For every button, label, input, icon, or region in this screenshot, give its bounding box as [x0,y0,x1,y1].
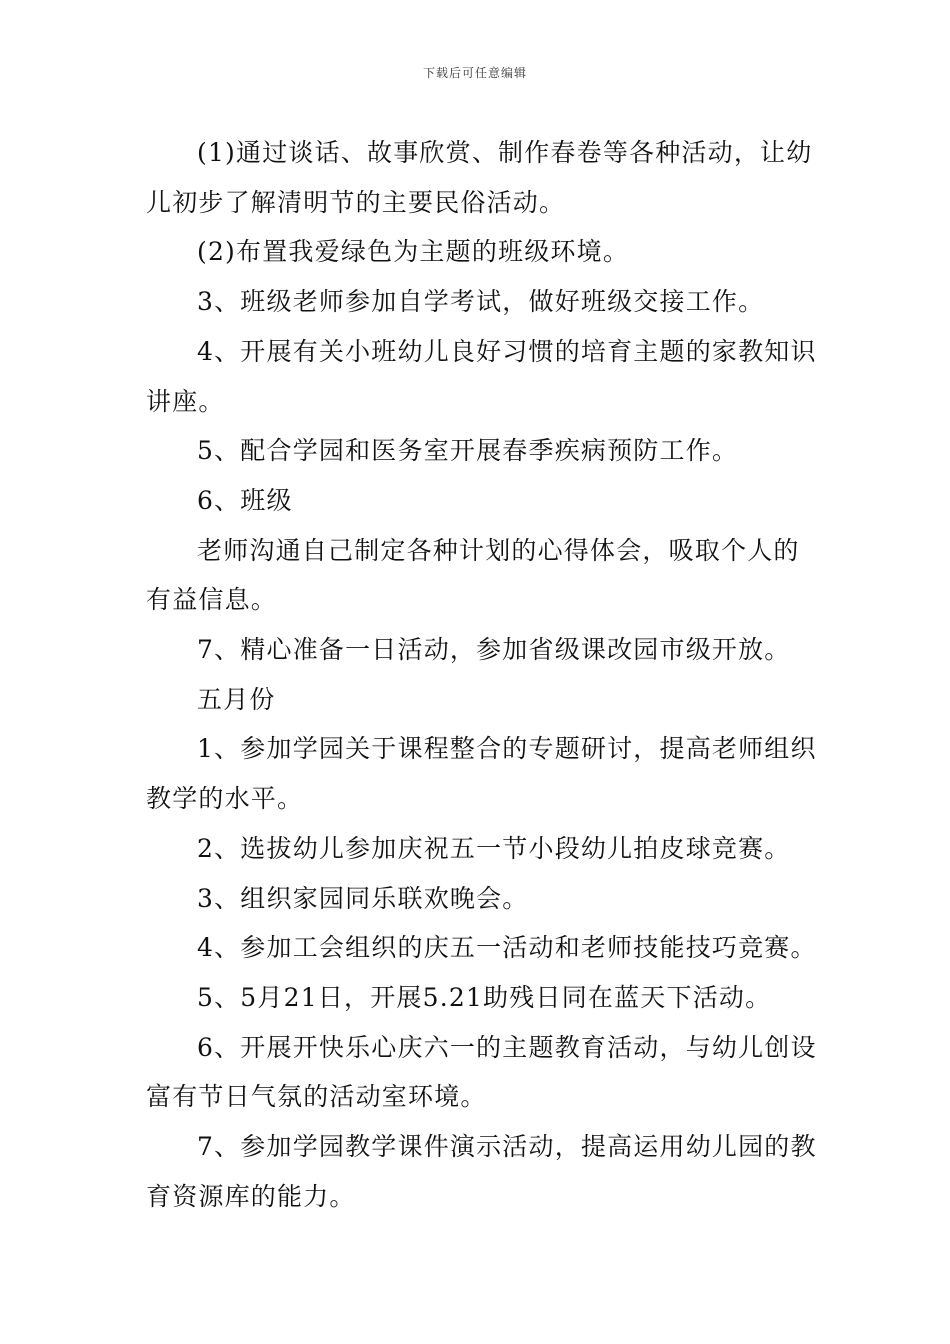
text-line: 5、配合学园和医务室开展春季疾病预防工作。 [197,436,739,466]
text-line: 4、开展有关小班幼儿良好习惯的培育主题的家教知识 [197,336,817,366]
document-body [146,128,817,1221]
page-header: 下载后可任意编辑 [422,66,527,80]
text-line: (1)通过谈话、故事欣赏、制作春卷等各种活动，让幼 [197,138,813,167]
text-line: 老师沟通自己制定各种计划的心得体会，吸取个人的 [197,535,800,565]
text-line: 育资源库的能力。 [146,1181,356,1211]
text-line: 7、参加学园教学课件演示活动，提高运用幼儿园的教 [197,1132,817,1162]
text-line: 儿初步了解清明节的主要民俗活动。 [146,187,566,217]
text-line: 2、选拔幼儿参加庆祝五一节小段幼儿拍皮球竞赛。 [197,833,791,863]
text-line: 4、参加工会组织的庆五一活动和老师技能技巧竞赛。 [197,933,817,963]
text-line: 6、班级 [197,485,293,515]
text-line: 3、班级老师参加自学考试，做好班级交接工作。 [197,287,765,317]
text-line: 7、精心准备一日活动，参加省级课改园市级开放。 [197,635,791,665]
text-line: (2)布置我爱绿色为主题的班级环境。 [197,237,630,267]
text-line: 5、5月21日，开展5.21助残日同在蓝天下活动。 [197,982,772,1012]
text-line: 1、参加学园关于课程整合的专题研讨，提高老师组织 [197,734,817,764]
text-line: 3、组织家园同乐联欢晚会。 [197,883,529,913]
text-line: 教学的水平。 [146,784,304,814]
section-heading: 五月份 [197,684,276,714]
text-line: 富有节日气氛的活动室环境。 [146,1082,487,1112]
text-line: 讲座。 [146,386,225,416]
text-line: 6、开展开快乐心庆六一的主题教育活动，与幼儿创设 [197,1032,817,1062]
text-line: 有益信息。 [146,585,278,615]
